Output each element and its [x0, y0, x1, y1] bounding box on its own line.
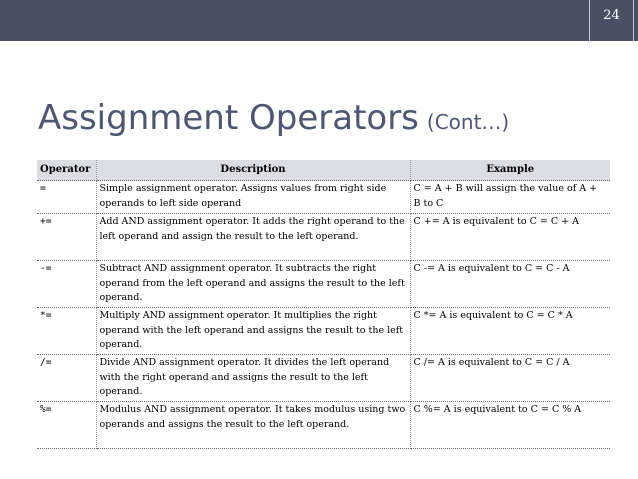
page-number-box	[589, 0, 634, 41]
header-operator: Operator	[37, 160, 96, 181]
slide-title-suffix: (Cont…)	[426, 110, 510, 134]
operator-cell: %=	[37, 402, 96, 449]
top-bar	[0, 0, 638, 41]
operators-table	[37, 160, 610, 449]
operator-cell: =	[37, 181, 96, 214]
slide-title-main: Assignment Operators	[38, 98, 419, 138]
description-cell: Modulus AND assignment operator. It takes modulus using two operands and assigns the result to the left operand.	[96, 402, 410, 449]
table-row	[37, 214, 610, 261]
example-cell: C += A is equivalent to C = C + A	[410, 214, 610, 261]
example-cell: C -= A is equivalent to C = C - A	[410, 261, 610, 308]
description-cell: Simple assignment operator. Assigns values from right side operands to left side operand	[96, 181, 410, 214]
description-cell: Subtract AND assignment operator. It subtracts the right operand from the left operand and assigns the result to the left operand.	[96, 261, 410, 308]
table-row	[37, 355, 610, 402]
example-cell: C = A + B will assign the value of A + B to C	[410, 181, 610, 214]
operator-cell: -=	[37, 261, 96, 308]
description-cell: Add AND assignment operator. It adds the right operand to the left operand and assign the result to the left operand.	[96, 214, 410, 261]
slide-title	[38, 98, 509, 142]
table-header-row	[37, 160, 610, 181]
header-example: Example	[410, 160, 610, 181]
operator-cell: *=	[37, 308, 96, 355]
example-cell: C %= A is equivalent to C = C % A	[410, 402, 610, 449]
description-cell: Divide AND assignment operator. It divides the left operand with the right operand and assigns the result to the left operand.	[96, 355, 410, 402]
example-cell: C *= A is equivalent to C = C * A	[410, 308, 610, 355]
table-row	[37, 181, 610, 214]
operator-cell: /=	[37, 355, 96, 402]
page-number: 24	[603, 8, 620, 23]
table-row	[37, 308, 610, 355]
operator-cell: +=	[37, 214, 96, 261]
table-row	[37, 402, 610, 449]
table-row	[37, 261, 610, 308]
description-cell: Multiply AND assignment operator. It multiplies the right operand with the left operand and assigns the result to the left operand.	[96, 308, 410, 355]
example-cell: C /= A is equivalent to C = C / A	[410, 355, 610, 402]
header-description: Description	[96, 160, 410, 181]
